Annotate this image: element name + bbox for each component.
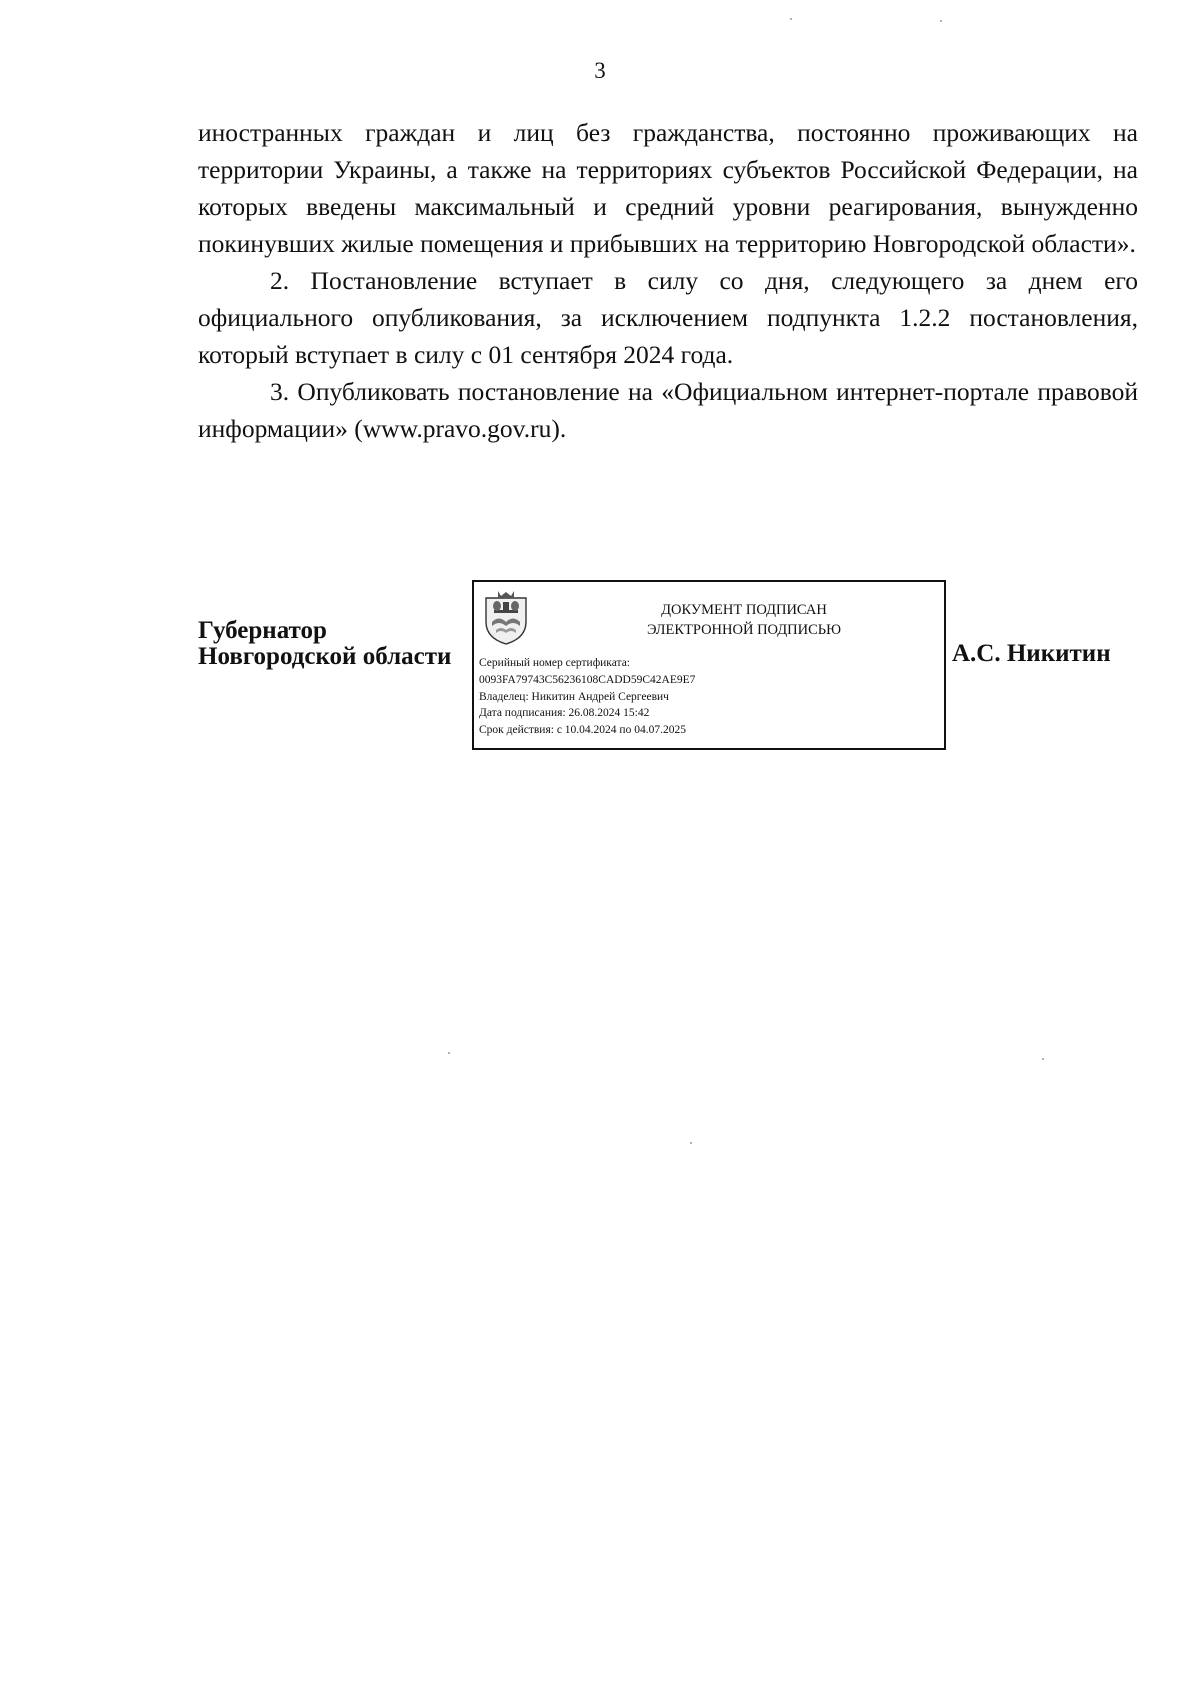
scan-speck	[1042, 1058, 1044, 1060]
signatory-position-line2: Новгородской области	[198, 643, 452, 670]
scan-speck	[790, 18, 792, 20]
scan-speck	[690, 1142, 692, 1144]
page-number: 3	[594, 58, 606, 83]
electronic-signature-stamp	[472, 580, 946, 750]
stamp-details	[479, 655, 695, 739]
signatory-position-line1: Губернатор	[198, 617, 327, 644]
document-body	[198, 114, 1138, 447]
signatory-name: А.С. Никитин	[952, 640, 1111, 667]
paragraph-continuation: иностранных граждан и лиц без гражданства, постоянно проживающих на территории Украины, а также на территориях субъектов Российской Федерации, на которых введены максимальный и средний уровни реагирования, вынужденно покинувших жилые помещения и прибывших на территорию Новгородской области».	[198, 118, 1138, 258]
scan-speck	[940, 20, 942, 22]
stamp-title-line2: ЭЛЕКТРОННОЙ ПОДПИСЬЮ	[646, 622, 842, 638]
novgorod-coat-of-arms-icon	[482, 588, 530, 646]
stamp-title	[554, 600, 934, 640]
certificate-serial: 0093FA79743C56236108CADD59C42AE9E7	[479, 673, 696, 686]
certificate-validity: Срок действия: с 10.04.2024 по 04.07.2025	[479, 724, 686, 737]
paragraph-3: 3. Опубликовать постановление на «Официальном интернет-портале правовой информации» (www.pravo.gov.ru).	[198, 377, 1138, 443]
certificate-serial-label: Серийный номер сертификата:	[479, 657, 630, 669]
stamp-title-line1: ДОКУМЕНТ ПОДПИСАН	[661, 602, 827, 618]
certificate-owner: Владелец: Никитин Андрей Сергеевич	[479, 690, 669, 703]
signatory-position	[198, 618, 451, 670]
scan-speck	[448, 1052, 450, 1054]
signing-date: Дата подписания: 26.08.2024 15:42	[479, 707, 650, 720]
paragraph-2: 2. Постановление вступает в силу со дня, следующего за днем его официального опубликования, за исключением подпункта 1.2.2 постановления, который вступает в силу с 01 сентября 2024 года.	[198, 266, 1138, 369]
